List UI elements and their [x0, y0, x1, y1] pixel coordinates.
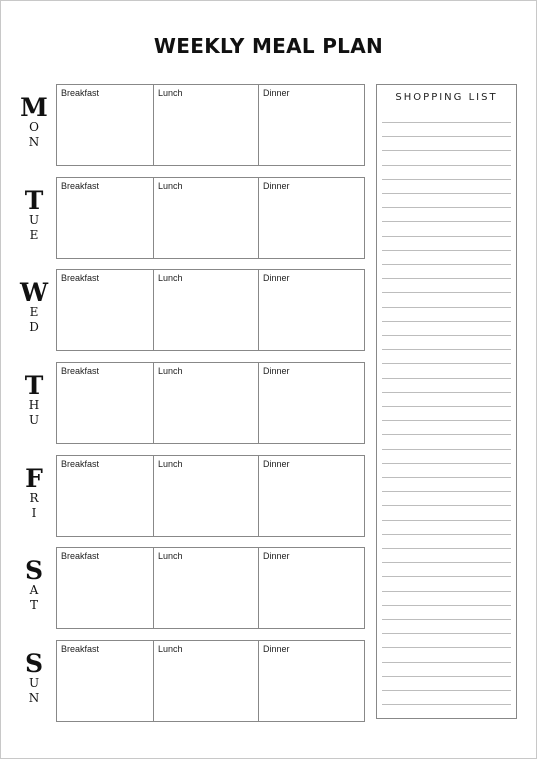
meal-box [56, 362, 365, 444]
meal-cell-dinner[interactable] [259, 178, 364, 258]
day-initial: W [19, 278, 49, 307]
shopping-line[interactable] [382, 392, 511, 393]
meal-label-breakfast: Breakfast [61, 181, 100, 191]
meal-label-breakfast: Breakfast [61, 551, 100, 561]
shopping-line[interactable] [382, 136, 511, 137]
shopping-line[interactable] [382, 349, 511, 350]
day-row [20, 269, 365, 351]
meal-cell-dinner[interactable] [259, 85, 364, 165]
shopping-list [376, 84, 517, 719]
day-initial: T [24, 371, 44, 400]
shopping-line[interactable] [382, 321, 511, 322]
day-row [20, 640, 365, 722]
meal-cell-dinner[interactable] [259, 641, 364, 721]
shopping-line[interactable] [382, 193, 511, 194]
day-label [20, 84, 48, 166]
meal-label-dinner: Dinner [263, 644, 290, 654]
day-label [20, 362, 48, 444]
day-letter: E [29, 305, 39, 319]
shopping-line[interactable] [382, 591, 511, 592]
shopping-line[interactable] [382, 449, 511, 450]
meal-cell-lunch[interactable] [154, 85, 259, 165]
shopping-line[interactable] [382, 463, 511, 464]
shopping-line[interactable] [382, 633, 511, 634]
day-letter: I [31, 506, 37, 520]
meal-box [56, 269, 365, 351]
meal-cell-lunch[interactable] [154, 641, 259, 721]
day-letter: U [28, 676, 40, 690]
meal-box [56, 640, 365, 722]
meal-label-dinner: Dinner [263, 459, 290, 469]
meal-cell-lunch[interactable] [154, 363, 259, 443]
shopping-line[interactable] [382, 221, 511, 222]
meal-label-dinner: Dinner [263, 366, 290, 376]
shopping-line[interactable] [382, 207, 511, 208]
day-row [20, 547, 365, 629]
meal-cell-dinner[interactable] [259, 270, 364, 350]
meal-box [56, 455, 365, 537]
meal-label-breakfast: Breakfast [61, 644, 100, 654]
shopping-line[interactable] [382, 704, 511, 705]
day-letter: U [28, 413, 40, 427]
shopping-line[interactable] [382, 165, 511, 166]
day-letter: E [29, 228, 39, 242]
day-label [20, 177, 48, 259]
meal-box [56, 547, 365, 629]
meal-label-dinner: Dinner [263, 181, 290, 191]
shopping-line[interactable] [382, 335, 511, 336]
shopping-line[interactable] [382, 278, 511, 279]
shopping-line[interactable] [382, 434, 511, 435]
meal-cell-breakfast[interactable] [57, 363, 154, 443]
shopping-line[interactable] [382, 647, 511, 648]
meal-cell-breakfast[interactable] [57, 456, 154, 536]
shopping-list-title: SHOPPING LIST [395, 92, 498, 103]
shopping-line[interactable] [382, 491, 511, 492]
day-label [20, 640, 48, 722]
shopping-line[interactable] [382, 520, 511, 521]
meal-label-breakfast: Breakfast [61, 366, 100, 376]
shopping-line[interactable] [382, 264, 511, 265]
day-letter: U [28, 213, 40, 227]
shopping-line[interactable] [382, 179, 511, 180]
meal-label-lunch: Lunch [158, 366, 183, 376]
meal-cell-lunch[interactable] [154, 178, 259, 258]
meal-label-lunch: Lunch [158, 181, 183, 191]
meal-label-lunch: Lunch [158, 273, 183, 283]
shopping-line[interactable] [382, 548, 511, 549]
meal-label-dinner: Dinner [263, 273, 290, 283]
day-initial: S [24, 556, 44, 585]
shopping-line[interactable] [382, 605, 511, 606]
shopping-line[interactable] [382, 307, 511, 308]
day-letter: D [29, 320, 39, 334]
shopping-line[interactable] [382, 562, 511, 563]
day-label [20, 455, 48, 537]
day-row [20, 177, 365, 259]
page-title: WEEKLY MEAL PLAN [153, 34, 384, 58]
shopping-line[interactable] [382, 406, 511, 407]
shopping-line[interactable] [382, 690, 511, 691]
day-initial: F [25, 464, 43, 493]
meal-label-breakfast: Breakfast [61, 88, 100, 98]
shopping-line[interactable] [382, 477, 511, 478]
shopping-line[interactable] [382, 378, 511, 379]
day-letter: N [28, 135, 40, 149]
shopping-line[interactable] [382, 576, 511, 577]
day-initial: M [20, 93, 48, 122]
meal-label-lunch: Lunch [158, 644, 183, 654]
day-initial: S [24, 649, 44, 678]
day-letter: N [28, 691, 40, 705]
shopping-line[interactable] [382, 662, 511, 663]
shopping-line[interactable] [382, 363, 511, 364]
shopping-line[interactable] [382, 236, 511, 237]
shopping-line[interactable] [382, 122, 511, 123]
day-letter: H [28, 398, 40, 412]
meal-label-lunch: Lunch [158, 459, 183, 469]
meal-label-breakfast: Breakfast [61, 273, 100, 283]
meal-cell-breakfast[interactable] [57, 641, 154, 721]
day-row [20, 84, 365, 166]
meal-cell-breakfast[interactable] [57, 178, 154, 258]
meal-label-dinner: Dinner [263, 551, 290, 561]
day-label [20, 547, 48, 629]
shopping-line[interactable] [382, 292, 511, 293]
meal-box [56, 84, 365, 166]
meal-cell-lunch[interactable] [154, 270, 259, 350]
meal-label-lunch: Lunch [158, 88, 183, 98]
day-row [20, 362, 365, 444]
meal-cell-breakfast[interactable] [57, 548, 154, 628]
meal-cell-breakfast[interactable] [57, 270, 154, 350]
meal-label-breakfast: Breakfast [61, 459, 100, 469]
day-label [20, 269, 48, 351]
shopping-line[interactable] [382, 420, 511, 421]
day-letter: T [29, 598, 38, 612]
day-initial: T [24, 186, 44, 215]
shopping-line[interactable] [382, 619, 511, 620]
meal-label-lunch: Lunch [158, 551, 183, 561]
day-letter: A [29, 583, 39, 597]
day-letter: O [29, 120, 39, 134]
day-letter: R [29, 491, 39, 505]
meal-cell-dinner[interactable] [259, 456, 364, 536]
meal-cell-dinner[interactable] [259, 363, 364, 443]
shopping-line[interactable] [382, 676, 511, 677]
shopping-line[interactable] [382, 150, 511, 151]
meal-cell-lunch[interactable] [154, 456, 259, 536]
meal-box [56, 177, 365, 259]
shopping-line[interactable] [382, 505, 511, 506]
shopping-line[interactable] [382, 250, 511, 251]
day-row [20, 455, 365, 537]
shopping-line[interactable] [382, 534, 511, 535]
meal-label-dinner: Dinner [263, 88, 290, 98]
meal-cell-lunch[interactable] [154, 548, 259, 628]
meal-cell-dinner[interactable] [259, 548, 364, 628]
meal-cell-breakfast[interactable] [57, 85, 154, 165]
